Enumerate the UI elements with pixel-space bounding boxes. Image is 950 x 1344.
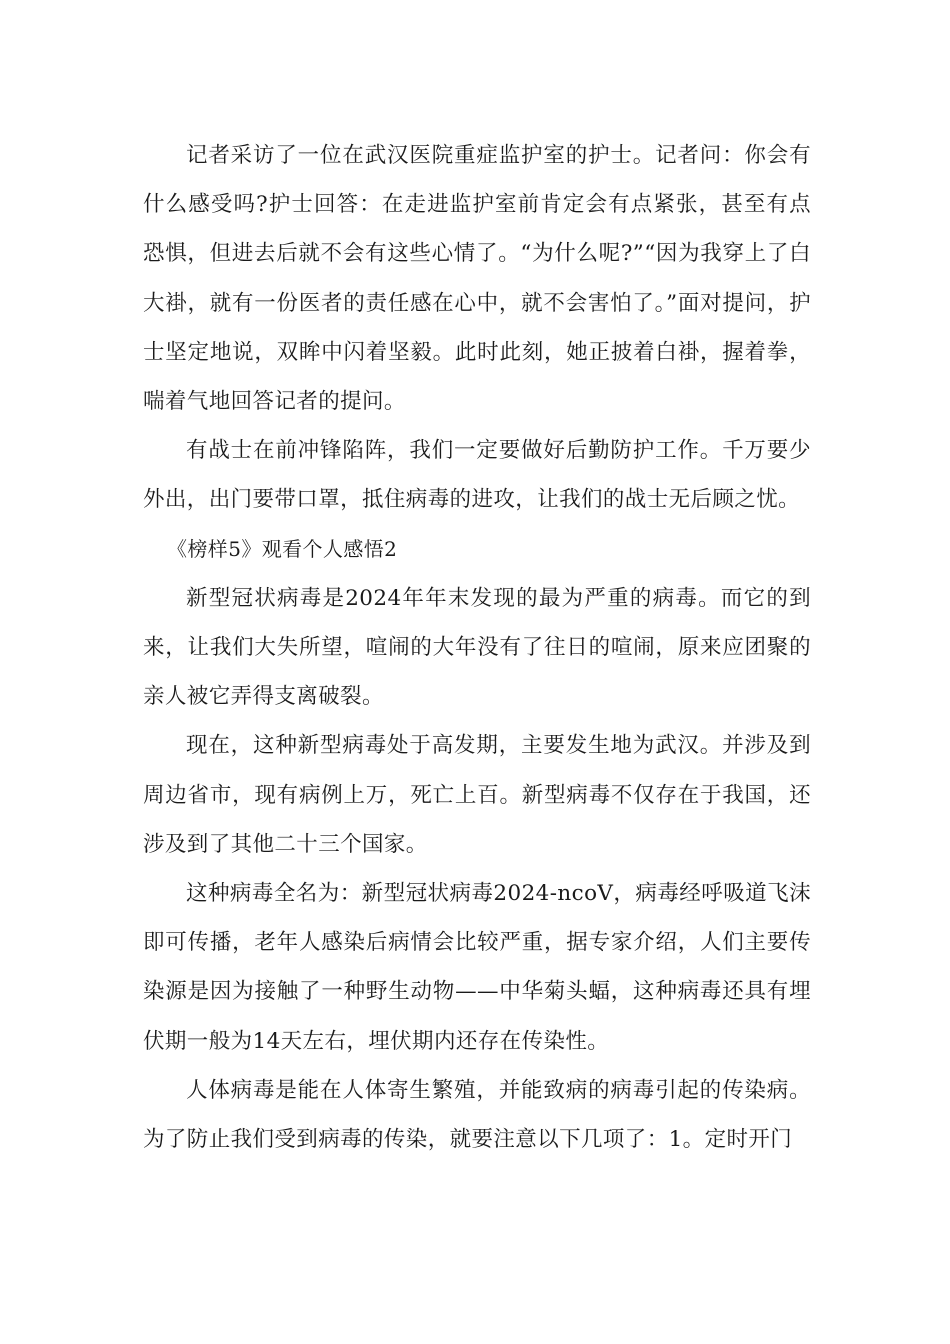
- paragraph-virus-discovery: 新型冠状病毒是2024年年末发现的最为严重的病毒。而它的到来，让我们大失所望，喧闹的大年没有了往日的喧闹，原来应团聚的亲人被它弄得支离破裂。: [143, 585, 811, 710]
- paragraph-prevention: 人体病毒是能在人体寄生繁殖，并能致病的病毒引起的传染病。为了防止我们受到病毒的传染，就要注意以下几项了：1。定时开门: [143, 1077, 811, 1153]
- paragraph-logistics-protection: 有战士在前冲锋陷阵，我们一定要做好后勤防护工作。千万要少外出，出门要带口罩，抵住病毒的进攻，让我们的战士无后顾之忧。: [143, 438, 811, 513]
- paragraph-nurse-interview: 记者采访了一位在武汉医院重症监护室的护士。记者问：你会有什么感受吗?护士回答：在走进监护室前肯定会有点紧张，甚至有点恐惧，但进去后就不会有这些心情了。“为什么呢?”“因为我穿上了白大褂，就有一份医者的责任感在心中，就不会害怕了。”面对提问，护士坚定地说，双眸中闪着坚毅。此时此刻，她正披着白褂，握着拳，喘着气地回答记者的提问。: [143, 143, 811, 415]
- document-body: [143, 131, 811, 1164]
- paragraph-virus-details: 这种病毒全名为：新型冠状病毒2024-ncoV，病毒经呼吸道飞沫即可传播，老年人感染后病情会比较严重，据专家介绍，人们主要传染源是因为接触了一种野生动物——中华菊头蝠，这种病毒还具有埋伏期一般为14天左右，埋伏期内还存在传染性。: [143, 881, 811, 1054]
- paragraph-outbreak-status: 现在，这种新型病毒处于高发期，主要发生地为武汉。并涉及到周边省市，现有病例上万，死亡上百。新型病毒不仅存在于我国，还涉及到了其他二十三个国家。: [143, 733, 811, 857]
- section-title: 《榜样5》观看个人感悟2: [167, 536, 398, 561]
